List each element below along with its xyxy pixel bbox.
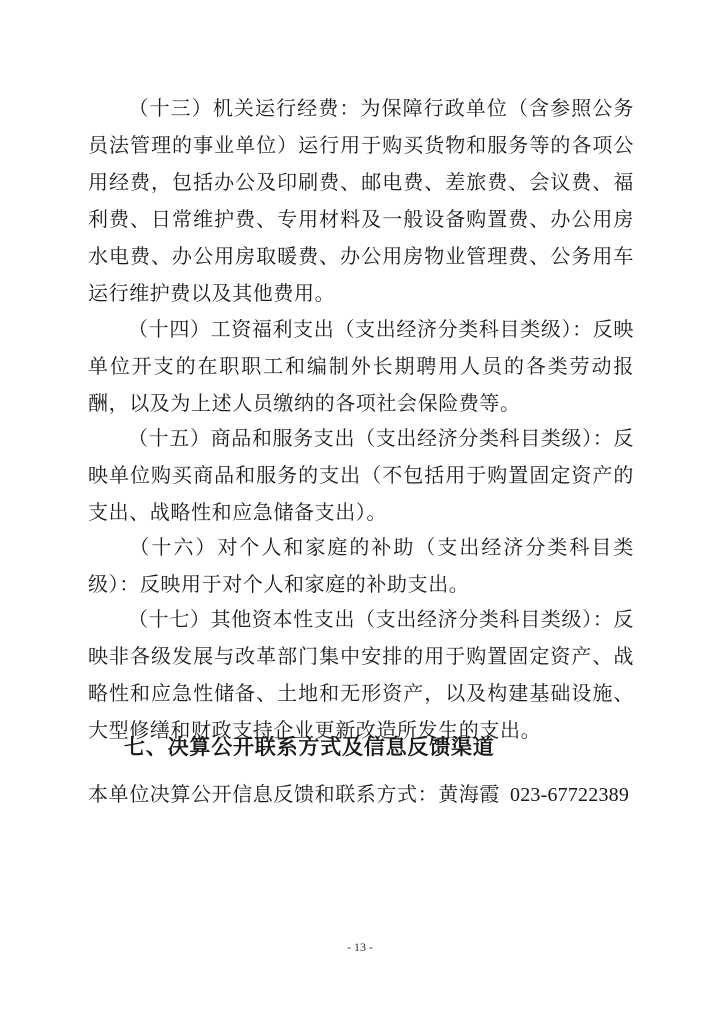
paragraph-13-text: （十三）机关运行经费：为保障行政单位（含参照公务员法管理的事业单位）运行用于购买货物和服务等的各项公用经费，包括办公及印刷费、邮电费、差旅费、会议费、福利费、日常维护费、专用材料及一般设备购置费、办公用房水电费、办公用房取暖费、办公用房物业管理费、公务用车运行维护费以及其他费用。	[88, 96, 634, 305]
page-number: - 13 -	[347, 940, 373, 954]
contact-line	[88, 778, 629, 807]
paragraph-15	[88, 420, 634, 531]
paragraph-14	[88, 311, 634, 422]
paragraph-16	[88, 529, 634, 603]
contact-phone: 023-67722389	[510, 784, 630, 806]
section-heading: 七、决算公开联系方式及信息反馈渠道	[124, 735, 495, 759]
paragraph-17	[88, 601, 634, 749]
paragraph-15-text: （十五）商品和服务支出（支出经济分类科目类级）：反映单位购买商品和服务的支出（不包括用于购置固定资产的支出、战略性和应急储备支出）。	[88, 426, 634, 524]
paragraph-13	[88, 90, 634, 312]
paragraph-17-text: （十七）其他资本性支出（支出经济分类科目类级）：反映非各级发展与改革部门集中安排的用于购置固定资产、战略性和应急性储备、土地和无形资产，以及构建基础设施、大型修缮和财政支持企业更新改造所发生的支出。	[88, 607, 634, 742]
paragraph-14-text: （十四）工资福利支出（支出经济分类科目类级）：反映单位开支的在职职工和编制外长期聘用人员的各类劳动报酬，以及为上述人员缴纳的各项社会保险费等。	[88, 317, 634, 415]
paragraph-16-text: （十六）对个人和家庭的补助（支出经济分类科目类级）：反映用于对个人和家庭的补助支出。	[88, 535, 634, 596]
contact-label: 本单位决算公开信息反馈和联系方式：黄海霞	[88, 782, 500, 806]
